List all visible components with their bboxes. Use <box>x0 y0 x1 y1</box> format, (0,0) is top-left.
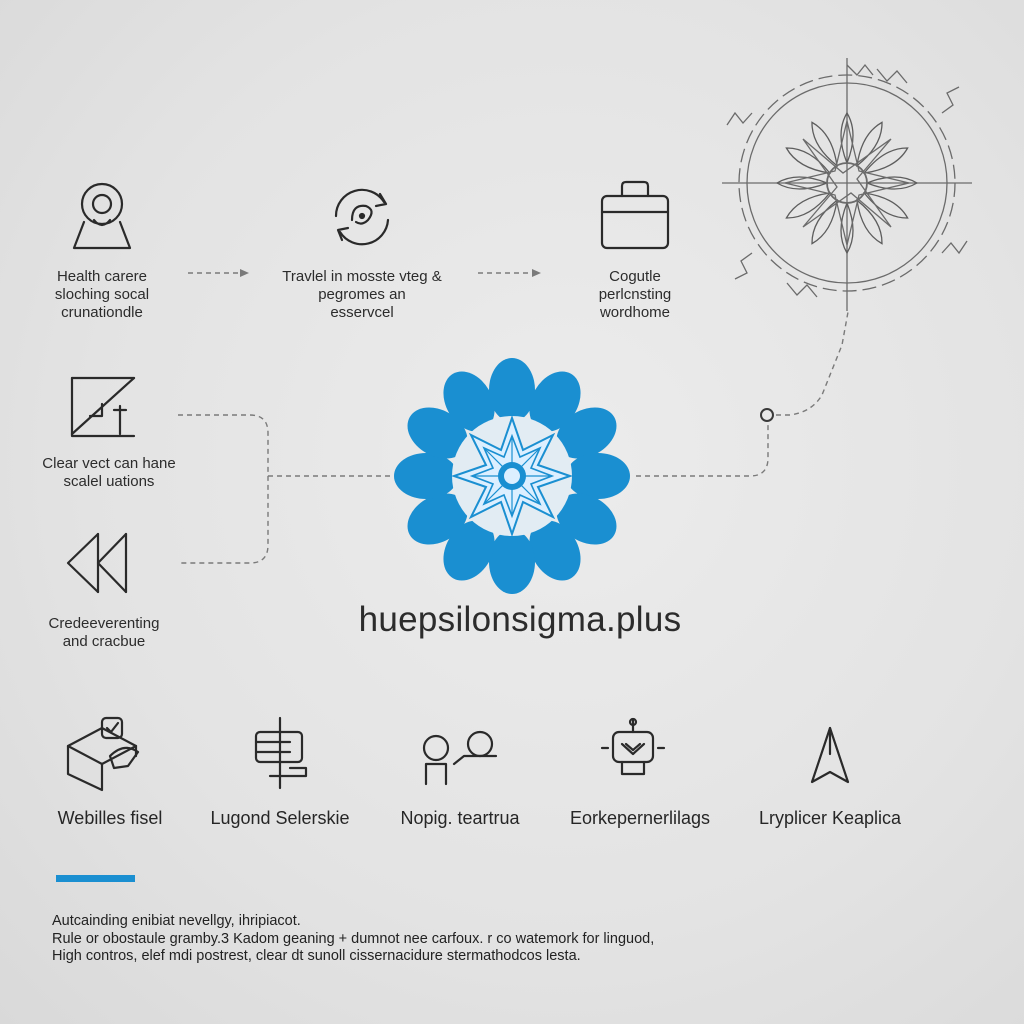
briefcase-icon <box>598 180 672 252</box>
circular-arrows-icon <box>322 180 402 252</box>
footnote-line-1: Autcainding enibiat nevellgy, ihripiacot. <box>52 913 301 929</box>
brand-name: huepsilonsigma.plus <box>358 600 682 639</box>
flow-arrowhead-2 <box>532 269 541 277</box>
flow-step-2-caption: Travlel in mosste vteg & pegromes an esservcel <box>282 268 442 321</box>
diagonal-square-icon <box>68 376 140 440</box>
accent-bar <box>56 875 135 882</box>
box-check-icon <box>64 716 144 790</box>
pen-nib-icon <box>804 724 856 790</box>
person-location-icon <box>70 180 134 252</box>
wireframe-gear-icon <box>722 58 972 311</box>
robot-icon <box>598 718 668 788</box>
signpost-icon <box>250 716 310 790</box>
footnote <box>52 913 654 966</box>
left-item-1-caption: Clear vect can hane scalel uations <box>42 455 176 490</box>
footnote-line-2: Rule or obostaule gramby.3 Kadom geaning + dumnot nee carfoux. r co watemork for linguod, <box>52 930 655 947</box>
bottom-item-4-label: Eorkepernerlilags <box>569 808 711 828</box>
flow-arrowhead-1 <box>240 269 249 277</box>
logo-to-wireframe-connector <box>636 312 848 476</box>
left-item-2-caption: Credeeverenting and cracbue <box>48 615 160 650</box>
people-icon <box>420 730 500 786</box>
bottom-item-5-label: Lryplicer Keaplica <box>758 808 902 828</box>
bottom-item-1-label: Webilles fisel <box>57 808 163 828</box>
connector-node <box>761 409 773 421</box>
footnote-line-3: High contros, elef mdi postrest, clear dt sunoll cissernacidure stermathodcos lesta. <box>52 948 581 964</box>
flow-step-3-caption: Cogutle perlcnsting wordhome <box>598 268 672 321</box>
flow-step-1-caption: Health carere sloching socal crunationdle <box>54 268 150 321</box>
blue-flower-logo-icon <box>392 356 632 596</box>
bottom-item-3-label: Nopig. teartrua <box>400 808 520 828</box>
bottom-item-2-label: Lugond Selerskie <box>210 808 350 828</box>
rewind-icon <box>64 530 134 596</box>
